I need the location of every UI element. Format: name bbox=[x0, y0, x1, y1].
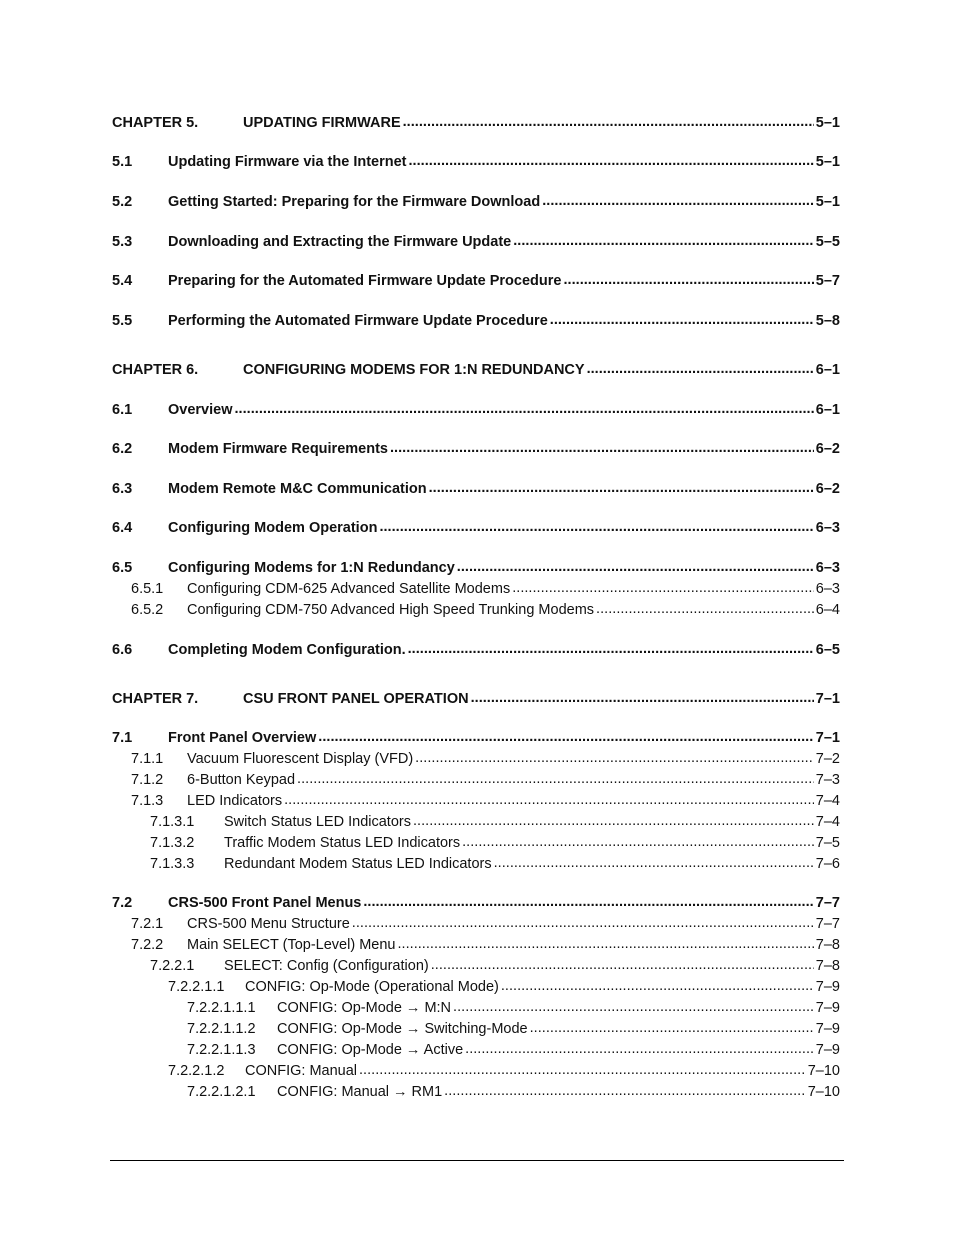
toc-entry-number: 5.2 bbox=[112, 194, 133, 210]
toc-entry-title: Main SELECT (Top-Level) Menu bbox=[187, 937, 396, 953]
toc-entry[interactable] bbox=[131, 771, 840, 789]
toc-dot-leader bbox=[596, 600, 814, 618]
toc-entry[interactable] bbox=[131, 936, 840, 954]
toc-dot-leader bbox=[431, 956, 814, 974]
toc-dot-leader bbox=[352, 914, 814, 932]
toc-entry-page: 7–6 bbox=[815, 856, 840, 872]
toc-entry-page: 7–9 bbox=[815, 1000, 840, 1016]
toc-entry[interactable] bbox=[112, 559, 840, 577]
toc-entry-title: Configuring CDM-750 Advanced High Speed Trunking Modems bbox=[187, 602, 595, 618]
toc-entry[interactable] bbox=[112, 233, 840, 251]
toc-entry-number: 7.2.2.1.1 bbox=[168, 979, 225, 995]
toc-entry-page: 6–5 bbox=[815, 642, 840, 658]
toc-entry-page: 7–8 bbox=[815, 937, 840, 953]
toc-entry-title: Switch Status LED Indicators bbox=[224, 814, 411, 830]
toc-entry-number: 5.3 bbox=[112, 234, 133, 250]
toc-dot-leader bbox=[415, 749, 814, 767]
toc-entry-page: 6–1 bbox=[815, 402, 840, 418]
toc-entry-page: 6–3 bbox=[815, 560, 840, 576]
toc-entry[interactable] bbox=[131, 601, 840, 619]
toc-entry-page: 7–4 bbox=[815, 814, 840, 830]
toc-dot-leader bbox=[530, 1019, 814, 1037]
toc-dot-leader bbox=[512, 579, 814, 597]
toc-dot-leader bbox=[408, 640, 814, 658]
toc-entry-page: 7–3 bbox=[815, 772, 840, 788]
toc-entry-page: 5–1 bbox=[815, 194, 840, 210]
toc-dot-leader bbox=[390, 439, 814, 457]
footer-rule bbox=[110, 1160, 844, 1161]
toc-entry[interactable] bbox=[187, 1020, 840, 1038]
toc-dot-leader bbox=[318, 728, 814, 746]
toc-dot-leader bbox=[563, 271, 813, 289]
toc-entry-page: 6–2 bbox=[815, 481, 840, 497]
toc-dot-leader bbox=[363, 893, 813, 911]
toc-entry-number: 7.1 bbox=[112, 730, 133, 746]
toc-entry-title: Vacuum Fluorescent Display (VFD) bbox=[187, 751, 414, 767]
toc-entry-title: 6-Button Keypad bbox=[187, 772, 296, 788]
toc-entry-number: 7.2.2.1.1.3 bbox=[187, 1042, 256, 1058]
toc-entry-number: 6.1 bbox=[112, 402, 133, 418]
toc-dot-leader bbox=[587, 360, 814, 378]
toc-entry-title: Getting Started: Preparing for the Firmware Download bbox=[168, 194, 541, 210]
toc-entry-number: CHAPTER 6. bbox=[112, 362, 199, 378]
toc-entry-page: 5–5 bbox=[815, 234, 840, 250]
toc-entry-number: 6.3 bbox=[112, 481, 133, 497]
toc-dot-leader bbox=[297, 770, 814, 788]
toc-entry-title: Configuring Modems for 1:N Redundancy bbox=[168, 560, 455, 576]
toc-entry[interactable] bbox=[112, 729, 840, 747]
toc-entry-number: 7.2.2.1.1.1 bbox=[187, 1000, 256, 1016]
toc-entry[interactable] bbox=[131, 792, 840, 810]
toc-dot-leader bbox=[501, 977, 814, 995]
toc-entry[interactable] bbox=[112, 272, 840, 290]
toc-entry-page: 7–9 bbox=[815, 1021, 840, 1037]
toc-entry-number: 5.5 bbox=[112, 313, 133, 329]
toc-entry[interactable] bbox=[112, 440, 840, 458]
toc-entry-title: CONFIG: Op-Mode → Switching-Mode bbox=[277, 1021, 528, 1037]
toc-entry-title: CONFIGURING MODEMS FOR 1:N REDUNDANCY bbox=[243, 362, 585, 378]
toc-entry-page: 5–7 bbox=[815, 273, 840, 289]
toc-entry[interactable] bbox=[131, 750, 840, 768]
toc-entry-title: CONFIG: Op-Mode (Operational Mode) bbox=[245, 979, 499, 995]
toc-entry-number: 7.1.3.2 bbox=[150, 835, 195, 851]
toc-dot-leader bbox=[235, 400, 814, 418]
toc-entry-title: Redundant Modem Status LED Indicators bbox=[224, 856, 492, 872]
toc-entry-title: Updating Firmware via the Internet bbox=[168, 154, 407, 170]
toc-entry-page: 7–1 bbox=[815, 730, 840, 746]
toc-entry-page: 7–1 bbox=[815, 691, 840, 707]
toc-entry-number: 7.2.1 bbox=[131, 916, 164, 932]
toc-entry-number: 7.1.3 bbox=[131, 793, 164, 809]
toc-entry-page: 7–7 bbox=[815, 916, 840, 932]
toc-entry-number: CHAPTER 7. bbox=[112, 691, 199, 707]
toc-dot-leader bbox=[284, 791, 814, 809]
toc-entry-page: 7–8 bbox=[815, 958, 840, 974]
toc-entry[interactable] bbox=[112, 114, 840, 132]
toc-dot-leader bbox=[403, 113, 814, 131]
toc-entry-title: Performing the Automated Firmware Update Procedure bbox=[168, 313, 548, 329]
toc-entry-title: Modem Firmware Requirements bbox=[168, 441, 388, 457]
toc-entry[interactable] bbox=[150, 813, 840, 831]
toc-entry[interactable] bbox=[168, 1062, 840, 1080]
toc-entry-page: 6–4 bbox=[815, 602, 840, 618]
toc-entry-title: CRS-500 Front Panel Menus bbox=[168, 895, 362, 911]
toc-entry-title: CRS-500 Menu Structure bbox=[187, 916, 350, 932]
toc-entry-page: 6–2 bbox=[815, 441, 840, 457]
toc-entry[interactable] bbox=[187, 1083, 840, 1101]
toc-dot-leader bbox=[379, 518, 813, 536]
toc-entry-number: CHAPTER 5. bbox=[112, 115, 199, 131]
toc-entry[interactable] bbox=[187, 1041, 840, 1059]
toc-entry[interactable] bbox=[187, 999, 840, 1017]
toc-entry-page: 6–3 bbox=[815, 581, 840, 597]
toc-entry-number: 7.2.2.1.1.2 bbox=[187, 1021, 256, 1037]
toc-entry-page: 7–7 bbox=[815, 895, 840, 911]
toc-dot-leader bbox=[542, 192, 814, 210]
toc-entry-page: 5–1 bbox=[815, 115, 840, 131]
toc-dot-leader bbox=[444, 1082, 806, 1100]
toc-entry-page: 7–4 bbox=[815, 793, 840, 809]
toc-dot-leader bbox=[429, 479, 814, 497]
toc-entry-title: Completing Modem Configuration. bbox=[168, 642, 406, 658]
toc-entry-title: CONFIG: Manual bbox=[245, 1063, 357, 1079]
toc-dot-leader bbox=[409, 152, 814, 170]
toc-entry-title: Configuring Modem Operation bbox=[168, 520, 378, 536]
toc-entry[interactable] bbox=[112, 690, 840, 708]
toc-entry-number: 7.1.3.3 bbox=[150, 856, 195, 872]
toc-entry-number: 6.5 bbox=[112, 560, 133, 576]
toc-entry-number: 7.2.2 bbox=[131, 937, 164, 953]
toc-entry-number: 7.2.2.1 bbox=[150, 958, 195, 974]
toc-entry-number: 7.1.1 bbox=[131, 751, 164, 767]
toc-entry-title: Traffic Modem Status LED Indicators bbox=[224, 835, 461, 851]
toc-entry-title: SELECT: Config (Configuration) bbox=[224, 958, 429, 974]
toc-entry-page: 7–2 bbox=[815, 751, 840, 767]
toc-entry-number: 7.1.2 bbox=[131, 772, 164, 788]
toc-entry[interactable] bbox=[150, 834, 840, 852]
toc-entry-number: 7.2.2.1.2 bbox=[168, 1063, 225, 1079]
toc-entry[interactable] bbox=[112, 519, 840, 537]
toc-entry[interactable] bbox=[112, 480, 840, 498]
toc-entry-page: 7–10 bbox=[807, 1063, 840, 1079]
toc-entry-title: UPDATING FIRMWARE bbox=[243, 115, 401, 131]
toc-entry-page: 7–10 bbox=[807, 1084, 840, 1100]
toc-entry-number: 5.1 bbox=[112, 154, 133, 170]
toc-entry-page: 6–3 bbox=[815, 520, 840, 536]
toc-entry[interactable] bbox=[112, 361, 840, 379]
toc-entry-title: CONFIG: Op-Mode → M:N bbox=[277, 1000, 452, 1016]
toc-entry-number: 6.5.2 bbox=[131, 602, 164, 618]
toc-entry[interactable] bbox=[112, 401, 840, 419]
toc-entry-number: 6.6 bbox=[112, 642, 133, 658]
toc-entry[interactable] bbox=[150, 855, 840, 873]
toc-entry[interactable] bbox=[112, 153, 840, 171]
toc-entry[interactable] bbox=[150, 957, 840, 975]
toc-dot-leader bbox=[457, 558, 814, 576]
toc-entry-number: 6.4 bbox=[112, 520, 133, 536]
toc-entry-page: 7–9 bbox=[815, 979, 840, 995]
toc-dot-leader bbox=[462, 833, 814, 851]
toc-entry[interactable] bbox=[112, 641, 840, 659]
toc-entry[interactable] bbox=[131, 580, 840, 598]
toc-dot-leader bbox=[453, 998, 814, 1016]
toc-entry-title: Overview bbox=[168, 402, 233, 418]
toc-entry-number: 6.5.1 bbox=[131, 581, 164, 597]
toc-dot-leader bbox=[465, 1040, 814, 1058]
toc-entry-page: 5–8 bbox=[815, 313, 840, 329]
toc-entry-number: 6.2 bbox=[112, 441, 133, 457]
toc-dot-leader bbox=[513, 232, 814, 250]
toc-entry-title: Configuring CDM-625 Advanced Satellite Modems bbox=[187, 581, 511, 597]
toc-dot-leader bbox=[471, 689, 814, 707]
toc-entry[interactable] bbox=[112, 312, 840, 330]
toc-dot-leader bbox=[550, 311, 814, 329]
toc-entry-title: CONFIG: Manual → RM1 bbox=[277, 1084, 443, 1100]
toc-entry-number: 7.1.3.1 bbox=[150, 814, 195, 830]
toc-entry[interactable] bbox=[112, 894, 840, 912]
toc-entry-title: CSU FRONT PANEL OPERATION bbox=[243, 691, 469, 707]
toc-entry-number: 5.4 bbox=[112, 273, 133, 289]
toc-entry-number: 7.2 bbox=[112, 895, 133, 911]
toc-entry-title: Front Panel Overview bbox=[168, 730, 317, 746]
toc-entry-title: Modem Remote M&C Communication bbox=[168, 481, 427, 497]
toc-entry-page: 5–1 bbox=[815, 154, 840, 170]
toc-dot-leader bbox=[494, 854, 814, 872]
toc-entry-title: LED Indicators bbox=[187, 793, 283, 809]
toc-entry-page: 7–9 bbox=[815, 1042, 840, 1058]
toc-dot-leader bbox=[359, 1061, 806, 1079]
toc-entry[interactable] bbox=[112, 193, 840, 211]
toc-entry-title: Downloading and Extracting the Firmware Update bbox=[168, 234, 512, 250]
toc-entry-title: CONFIG: Op-Mode → Active bbox=[277, 1042, 464, 1058]
toc-dot-leader bbox=[413, 812, 814, 830]
toc-entry-title: Preparing for the Automated Firmware Update Procedure bbox=[168, 273, 562, 289]
toc-dot-leader bbox=[397, 935, 813, 953]
toc-entry[interactable] bbox=[168, 978, 840, 996]
toc-entry[interactable] bbox=[131, 915, 840, 933]
toc-entry-number: 7.2.2.1.2.1 bbox=[187, 1084, 256, 1100]
toc-entry-page: 7–5 bbox=[815, 835, 840, 851]
toc-entry-page: 6–1 bbox=[815, 362, 840, 378]
